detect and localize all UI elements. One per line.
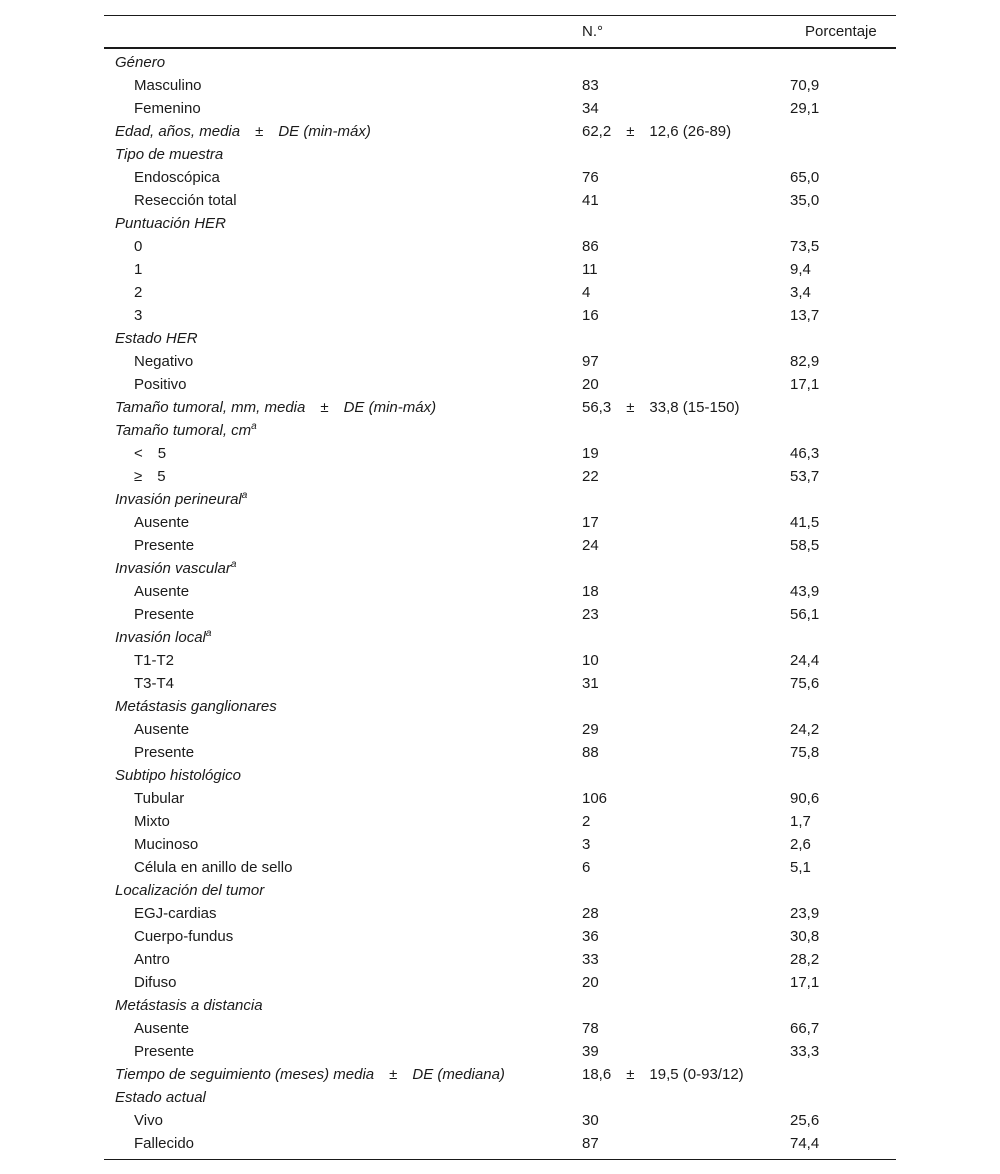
count-cell: 86 bbox=[582, 238, 599, 255]
percentage-cell: 13,7 bbox=[790, 307, 820, 324]
table-section-row bbox=[104, 327, 896, 350]
row-label bbox=[134, 281, 142, 304]
row-label-text: Negativo bbox=[134, 353, 194, 370]
table-row bbox=[104, 948, 896, 971]
section-label bbox=[115, 879, 264, 902]
count-cell: 39 bbox=[582, 1043, 599, 1060]
table-row bbox=[104, 971, 896, 994]
section-label bbox=[115, 143, 223, 166]
count-cell: 34 bbox=[582, 100, 599, 117]
percentage-cell: 3,4 bbox=[790, 284, 811, 301]
footnote-mark: a bbox=[230, 559, 237, 570]
row-label-text: Mucinoso bbox=[134, 836, 199, 853]
percentage-cell: 74,4 bbox=[790, 1135, 820, 1152]
row-label-text: 0 bbox=[134, 238, 143, 255]
row-label-text: Masculino bbox=[134, 77, 202, 94]
section-label bbox=[115, 327, 198, 350]
row-label-text: Antro bbox=[134, 951, 170, 968]
row-label-text: ≥ 5 bbox=[134, 468, 166, 485]
table-row bbox=[104, 1132, 896, 1155]
count-cell: 19 bbox=[582, 445, 599, 462]
row-label bbox=[134, 373, 187, 396]
table-row bbox=[104, 258, 896, 281]
count-cell: 33 bbox=[582, 951, 599, 968]
percentage-cell: 82,9 bbox=[790, 353, 820, 370]
row-label bbox=[134, 511, 189, 534]
table-row bbox=[104, 166, 896, 189]
table-section-row bbox=[104, 1086, 896, 1109]
table-row bbox=[104, 833, 896, 856]
row-label-text: Invasión local bbox=[115, 629, 206, 646]
table-section-row bbox=[104, 626, 896, 649]
row-label-text: Tipo de muestra bbox=[115, 146, 224, 163]
section-label bbox=[115, 212, 226, 235]
percentage-cell: 29,1 bbox=[790, 100, 820, 117]
count-cell: 56,3 ± 33,8 (15-150) bbox=[582, 399, 740, 416]
row-label bbox=[134, 787, 184, 810]
table-section-row bbox=[104, 212, 896, 235]
row-label-text: 2 bbox=[134, 284, 143, 301]
count-cell: 2 bbox=[582, 813, 591, 830]
table-row bbox=[104, 1040, 896, 1063]
row-label bbox=[134, 74, 202, 97]
row-label bbox=[134, 304, 142, 327]
table-row bbox=[104, 442, 896, 465]
count-cell: 24 bbox=[582, 537, 599, 554]
table-row bbox=[104, 74, 896, 97]
table-bottom-rule bbox=[104, 1159, 896, 1160]
row-label-text: Invasión vascular bbox=[115, 560, 231, 577]
table-section-row bbox=[104, 1063, 896, 1086]
row-label-text: Tubular bbox=[134, 790, 185, 807]
row-label-text: 3 bbox=[134, 307, 143, 324]
table-section-row bbox=[104, 488, 896, 511]
table-row bbox=[104, 235, 896, 258]
percentage-cell: 65,0 bbox=[790, 169, 820, 186]
percentage-cell: 17,1 bbox=[790, 376, 820, 393]
count-cell: 29 bbox=[582, 721, 599, 738]
count-cell: 106 bbox=[582, 790, 608, 807]
row-label bbox=[134, 672, 174, 695]
row-label bbox=[134, 856, 292, 879]
count-cell: 6 bbox=[582, 859, 591, 876]
header-percentage: Porcentaje bbox=[805, 23, 877, 40]
row-label-text: Género bbox=[115, 54, 166, 71]
percentage-cell: 58,5 bbox=[790, 537, 820, 554]
row-label bbox=[134, 902, 217, 925]
row-label bbox=[134, 1017, 189, 1040]
count-cell: 11 bbox=[582, 261, 598, 278]
count-cell: 88 bbox=[582, 744, 599, 761]
row-label bbox=[134, 971, 177, 994]
count-cell: 16 bbox=[582, 307, 599, 324]
row-label-text: < 5 bbox=[134, 445, 167, 462]
row-label-text: Ausente bbox=[134, 583, 190, 600]
table-section-row bbox=[104, 879, 896, 902]
table-row bbox=[104, 281, 896, 304]
table-row bbox=[104, 925, 896, 948]
table-row bbox=[104, 718, 896, 741]
percentage-cell: 24,2 bbox=[790, 721, 820, 738]
table-row bbox=[104, 1109, 896, 1132]
row-label-text: Vivo bbox=[134, 1112, 163, 1129]
percentage-cell: 2,6 bbox=[790, 836, 811, 853]
percentage-cell: 5,1 bbox=[790, 859, 811, 876]
row-label-text: Subtipo histológico bbox=[115, 767, 241, 784]
table-row bbox=[104, 350, 896, 373]
table-row bbox=[104, 373, 896, 396]
row-label-text: Ausente bbox=[134, 1020, 190, 1037]
row-label-text: Metástasis a distancia bbox=[115, 997, 263, 1014]
section-label bbox=[115, 51, 165, 74]
percentage-cell: 1,7 bbox=[790, 813, 811, 830]
percentage-cell: 56,1 bbox=[790, 606, 820, 623]
count-cell: 23 bbox=[582, 606, 599, 623]
table-row bbox=[104, 856, 896, 879]
row-label-text: Metástasis ganglionares bbox=[115, 698, 277, 715]
row-label bbox=[134, 718, 189, 741]
row-label-text: Puntuación HER bbox=[115, 215, 226, 232]
table-row bbox=[104, 534, 896, 557]
row-label-text: Femenino bbox=[134, 100, 201, 117]
row-label-text: Cuerpo-fundus bbox=[134, 928, 234, 945]
count-cell: 17 bbox=[582, 514, 599, 531]
row-label-text: Ausente bbox=[134, 514, 190, 531]
row-label bbox=[134, 1132, 194, 1155]
percentage-cell: 43,9 bbox=[790, 583, 820, 600]
row-label-text: 1 bbox=[134, 261, 143, 278]
percentage-cell: 28,2 bbox=[790, 951, 820, 968]
table-row bbox=[104, 649, 896, 672]
table-row bbox=[104, 465, 896, 488]
row-label-text: Difuso bbox=[134, 974, 177, 991]
row-label-text: T3-T4 bbox=[134, 675, 175, 692]
row-label-text: Presente bbox=[134, 537, 195, 554]
table-row bbox=[104, 189, 896, 212]
table-row bbox=[104, 1017, 896, 1040]
percentage-cell: 35,0 bbox=[790, 192, 820, 209]
section-label bbox=[115, 1086, 206, 1109]
table-section-row bbox=[104, 419, 896, 442]
row-label-text: EGJ-cardias bbox=[134, 905, 217, 922]
row-label-text: Positivo bbox=[134, 376, 187, 393]
table-section-row bbox=[104, 764, 896, 787]
section-label bbox=[115, 764, 241, 787]
percentage-cell: 30,8 bbox=[790, 928, 820, 945]
row-label-text: T1-T2 bbox=[134, 652, 175, 669]
count-cell: 20 bbox=[582, 974, 599, 991]
count-cell: 30 bbox=[582, 1112, 599, 1129]
percentage-cell: 66,7 bbox=[790, 1020, 820, 1037]
row-label-text: Presente bbox=[134, 1043, 195, 1060]
row-label-text: Ausente bbox=[134, 721, 190, 738]
row-label-text: Fallecido bbox=[134, 1135, 195, 1152]
section-label bbox=[115, 120, 371, 143]
count-cell: 10 bbox=[582, 652, 599, 669]
section-label bbox=[115, 419, 257, 442]
count-cell: 62,2 ± 12,6 (26-89) bbox=[582, 123, 732, 140]
count-cell: 76 bbox=[582, 169, 599, 186]
section-label bbox=[115, 695, 277, 718]
row-label bbox=[134, 925, 233, 948]
row-label bbox=[134, 580, 189, 603]
table-header-row bbox=[104, 16, 896, 49]
count-cell: 22 bbox=[582, 468, 599, 485]
count-cell: 78 bbox=[582, 1020, 599, 1037]
row-label-text: Endoscópica bbox=[134, 169, 220, 186]
percentage-cell: 70,9 bbox=[790, 77, 820, 94]
row-label bbox=[134, 1040, 194, 1063]
table-row bbox=[104, 580, 896, 603]
table-row bbox=[104, 672, 896, 695]
count-cell: 97 bbox=[582, 353, 599, 370]
characteristics-table bbox=[104, 15, 896, 1160]
table-section-row bbox=[104, 695, 896, 718]
table-body bbox=[104, 49, 896, 1155]
row-label bbox=[134, 603, 194, 626]
table-row bbox=[104, 741, 896, 764]
section-label bbox=[115, 557, 236, 580]
count-cell: 28 bbox=[582, 905, 599, 922]
row-label bbox=[134, 166, 220, 189]
row-label bbox=[134, 833, 198, 856]
table-section-row bbox=[104, 396, 896, 419]
footnote-mark: a bbox=[205, 628, 212, 639]
percentage-cell: 17,1 bbox=[790, 974, 820, 991]
row-label-text: Invasión perineural bbox=[115, 491, 242, 508]
table-row bbox=[104, 511, 896, 534]
row-label-text: Mixto bbox=[134, 813, 170, 830]
section-label bbox=[115, 994, 263, 1017]
row-label bbox=[134, 948, 170, 971]
header-count: N.° bbox=[582, 23, 603, 40]
percentage-cell: 73,5 bbox=[790, 238, 820, 255]
row-label-text: Localización del tumor bbox=[115, 882, 265, 899]
row-label-text: Presente bbox=[134, 744, 195, 761]
row-label bbox=[134, 1109, 163, 1132]
row-label bbox=[134, 465, 166, 488]
table-row bbox=[104, 902, 896, 925]
footnote-mark: a bbox=[251, 421, 257, 432]
table-section-row bbox=[104, 143, 896, 166]
percentage-cell: 90,6 bbox=[790, 790, 820, 807]
count-cell: 4 bbox=[582, 284, 591, 301]
count-cell: 18 bbox=[582, 583, 599, 600]
row-label-text: Resección total bbox=[134, 192, 237, 209]
section-label bbox=[115, 396, 436, 419]
count-cell: 31 bbox=[582, 675, 599, 692]
table-section-row bbox=[104, 120, 896, 143]
percentage-cell: 9,4 bbox=[790, 261, 811, 278]
section-label bbox=[115, 626, 211, 649]
row-label bbox=[134, 258, 142, 281]
percentage-cell: 25,6 bbox=[790, 1112, 820, 1129]
percentage-cell: 41,5 bbox=[790, 514, 820, 531]
row-label-text: Edad, años, media ± DE (min-máx) bbox=[115, 123, 371, 140]
table-section-row bbox=[104, 994, 896, 1017]
row-label-text: Estado actual bbox=[115, 1089, 206, 1106]
count-cell: 3 bbox=[582, 836, 591, 853]
row-label bbox=[134, 97, 201, 120]
section-label bbox=[115, 488, 247, 511]
row-label bbox=[134, 649, 174, 672]
section-label bbox=[115, 1063, 505, 1086]
row-label bbox=[134, 442, 166, 465]
table-row bbox=[104, 787, 896, 810]
percentage-cell: 24,4 bbox=[790, 652, 820, 669]
row-label-text: Tamaño tumoral, cm bbox=[115, 422, 252, 439]
row-label-text: Tiempo de seguimiento (meses) media ± DE (mediana) bbox=[115, 1066, 505, 1083]
count-cell: 18,6 ± 19,5 (0-93/12) bbox=[582, 1066, 744, 1083]
count-cell: 87 bbox=[582, 1135, 599, 1152]
count-cell: 41 bbox=[582, 192, 599, 209]
row-label bbox=[134, 350, 193, 373]
percentage-cell: 23,9 bbox=[790, 905, 820, 922]
count-cell: 83 bbox=[582, 77, 599, 94]
table-row bbox=[104, 810, 896, 833]
table-section-row bbox=[104, 557, 896, 580]
row-label-text: Estado HER bbox=[115, 330, 198, 347]
row-label bbox=[134, 741, 194, 764]
table-row bbox=[104, 304, 896, 327]
percentage-cell: 75,6 bbox=[790, 675, 820, 692]
row-label-text: Presente bbox=[134, 606, 195, 623]
row-label bbox=[134, 235, 142, 258]
table-row bbox=[104, 97, 896, 120]
row-label bbox=[134, 189, 237, 212]
row-label-text: Célula en anillo de sello bbox=[134, 859, 293, 876]
percentage-cell: 33,3 bbox=[790, 1043, 820, 1060]
percentage-cell: 75,8 bbox=[790, 744, 820, 761]
count-cell: 36 bbox=[582, 928, 599, 945]
table-section-row bbox=[104, 51, 896, 74]
footnote-mark: a bbox=[241, 490, 248, 501]
count-cell: 20 bbox=[582, 376, 599, 393]
row-label bbox=[134, 810, 170, 833]
percentage-cell: 46,3 bbox=[790, 445, 820, 462]
percentage-cell: 53,7 bbox=[790, 468, 820, 485]
table-row bbox=[104, 603, 896, 626]
row-label-text: Tamaño tumoral, mm, media ± DE (min-máx) bbox=[115, 399, 437, 416]
row-label bbox=[134, 534, 194, 557]
